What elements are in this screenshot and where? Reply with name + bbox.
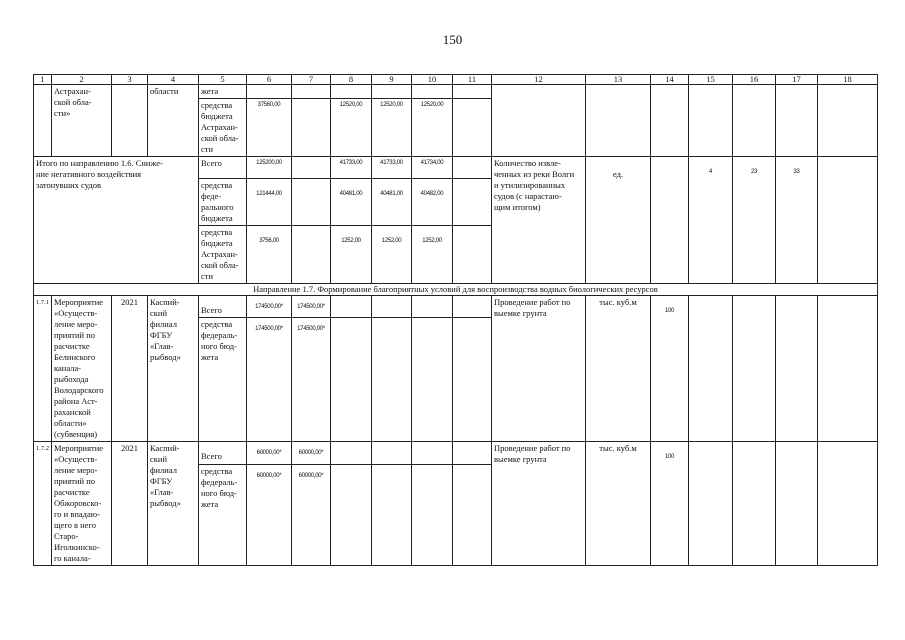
amount: 40482,00	[412, 179, 453, 226]
cell	[331, 465, 372, 566]
amount: 41733,00	[331, 157, 372, 179]
program-table	[33, 74, 878, 566]
cell	[331, 296, 372, 318]
amount: 12520,00	[331, 99, 372, 157]
cell	[372, 296, 412, 318]
amount: 3756,00	[247, 226, 292, 284]
cell	[292, 85, 331, 99]
table-row	[34, 442, 878, 465]
unit: ед.	[586, 157, 651, 284]
col-num: 4	[148, 75, 199, 85]
cell	[453, 179, 492, 226]
cell	[453, 318, 492, 442]
cell	[453, 99, 492, 157]
col-num: 12	[492, 75, 586, 85]
col-num: 3	[112, 75, 148, 85]
col-num: 5	[199, 75, 247, 85]
activity-name: Мероприятие «Осуществ- ление меро- приятий по расчистке Белинского канала- рыбохода Володарского района Аст- раханской области» (субвенция)	[52, 296, 112, 442]
table-row	[34, 157, 878, 179]
funding-source: Всего	[199, 442, 247, 465]
executor: Каспий- ский филиал ФГБУ «Глав- рыбвод»	[148, 296, 199, 442]
amount: 60000,00*	[247, 442, 292, 465]
cell	[412, 318, 453, 442]
cell	[651, 157, 689, 284]
cell	[776, 442, 818, 566]
cell	[733, 85, 776, 157]
amount: 121444,00	[247, 179, 292, 226]
table-row	[34, 296, 878, 318]
col-num: 7	[292, 75, 331, 85]
cell	[453, 157, 492, 179]
indicator-name: Количество извле- ченных из реки Волги и утилизированных судов (с нарастаю- щим итогом)	[492, 157, 586, 284]
cell	[689, 296, 733, 442]
indicator-value: 33	[776, 157, 818, 284]
total-label: Итого по направлению 1.6. Сниже- ние негативного воздействия затонувших судов	[34, 157, 199, 284]
cell	[112, 85, 148, 157]
cell	[689, 85, 733, 157]
activity-name: Астрахан- ской обла- сти»	[52, 85, 112, 157]
cell	[292, 99, 331, 157]
funding-source: средства федераль- ного бюд- жета	[199, 465, 247, 566]
amount: 125200,00	[247, 157, 292, 179]
cell	[733, 442, 776, 566]
cell	[776, 296, 818, 442]
amount: 60000,00*	[247, 465, 292, 566]
indicator-value: 100	[651, 296, 689, 442]
amount: 1252,00	[372, 226, 412, 284]
activity-name: Мероприятие «Осуществ- ление меро- приятий по расчистке Обжоровско- го и впадаю- щего в него Старо- Иголкинско- го канала-	[52, 442, 112, 566]
cell	[818, 85, 878, 157]
col-num: 16	[733, 75, 776, 85]
cell	[292, 157, 331, 179]
col-num: 10	[412, 75, 453, 85]
cell	[331, 442, 372, 465]
funding-source: средства федераль- ного бюд- жета	[199, 318, 247, 442]
amount: 174500,00*	[292, 296, 331, 318]
amount: 1252,00	[331, 226, 372, 284]
table-row	[34, 284, 878, 296]
cell	[34, 85, 52, 157]
col-num: 1	[34, 75, 52, 85]
amount: 40481,00	[372, 179, 412, 226]
col-num: 9	[372, 75, 412, 85]
cell	[331, 85, 372, 99]
cell	[818, 442, 878, 566]
cell	[331, 318, 372, 442]
cell	[247, 85, 292, 99]
col-num: 8	[331, 75, 372, 85]
cell	[651, 85, 689, 157]
executor: Каспий- ский филиал ФГБУ «Глав- рыбвод»	[148, 442, 199, 566]
amount: 1252,00	[412, 226, 453, 284]
cell	[453, 226, 492, 284]
amount: 12520,00	[372, 99, 412, 157]
cell	[372, 85, 412, 99]
amount: 40481,00	[331, 179, 372, 226]
funding-source: средства бюджета Астрахан- ской обла- сти	[199, 99, 247, 157]
funding-source: жета	[199, 85, 247, 99]
cell	[453, 85, 492, 99]
indicator-value: 4	[689, 157, 733, 284]
table-row	[34, 85, 878, 99]
funding-source: Всего	[199, 296, 247, 318]
indicator-value: 100	[651, 442, 689, 566]
indicator-name: Проведение работ по выемке грунта	[492, 442, 586, 566]
unit: тыс. куб.м	[586, 442, 651, 566]
activity-year: 2021	[112, 296, 148, 442]
amount: 37560,00	[247, 99, 292, 157]
indicator-value: 23	[733, 157, 776, 284]
activity-year: 2021	[112, 442, 148, 566]
cell	[492, 85, 586, 157]
indicator-name: Проведение работ по выемке грунта	[492, 296, 586, 442]
amount: 12520,00	[412, 99, 453, 157]
cell	[372, 318, 412, 442]
col-num: 14	[651, 75, 689, 85]
amount: 174500,00*	[247, 318, 292, 442]
page-number: 150	[442, 32, 463, 47]
cell	[818, 157, 878, 284]
amount: 60000,00*	[292, 465, 331, 566]
col-num: 15	[689, 75, 733, 85]
cell	[292, 179, 331, 226]
cell	[689, 442, 733, 566]
amount: 41734,00	[412, 157, 453, 179]
activity-number: 1.7.2	[34, 442, 52, 566]
col-num: 13	[586, 75, 651, 85]
col-num: 2	[52, 75, 112, 85]
unit: тыс. куб.м	[586, 296, 651, 442]
cell	[586, 85, 651, 157]
col-num: 11	[453, 75, 492, 85]
col-num: 6	[247, 75, 292, 85]
cell	[412, 296, 453, 318]
cell	[412, 465, 453, 566]
amount: 41733,00	[372, 157, 412, 179]
cell	[292, 226, 331, 284]
executor: области	[148, 85, 199, 157]
amount: 60000,00*	[292, 442, 331, 465]
col-num: 18	[818, 75, 878, 85]
cell	[453, 296, 492, 318]
cell	[818, 296, 878, 442]
cell	[453, 465, 492, 566]
activity-number: 1.7.1	[34, 296, 52, 442]
cell	[733, 296, 776, 442]
cell	[372, 465, 412, 566]
cell	[776, 85, 818, 157]
funding-source: средства бюджета Астрахан- ской обла- сти	[199, 226, 247, 284]
direction-heading: Направление 1.7. Формирование благоприятных условий для воспроизводства водных биологических ресурсов	[34, 284, 878, 296]
cell	[372, 442, 412, 465]
cell	[453, 442, 492, 465]
amount: 174500,00*	[292, 318, 331, 442]
funding-source: Всего	[199, 157, 247, 179]
column-number-row	[34, 75, 878, 85]
col-num: 17	[776, 75, 818, 85]
funding-source: средства феде- рального бюджета	[199, 179, 247, 226]
cell	[412, 442, 453, 465]
amount: 174500,00*	[247, 296, 292, 318]
cell	[412, 85, 453, 99]
